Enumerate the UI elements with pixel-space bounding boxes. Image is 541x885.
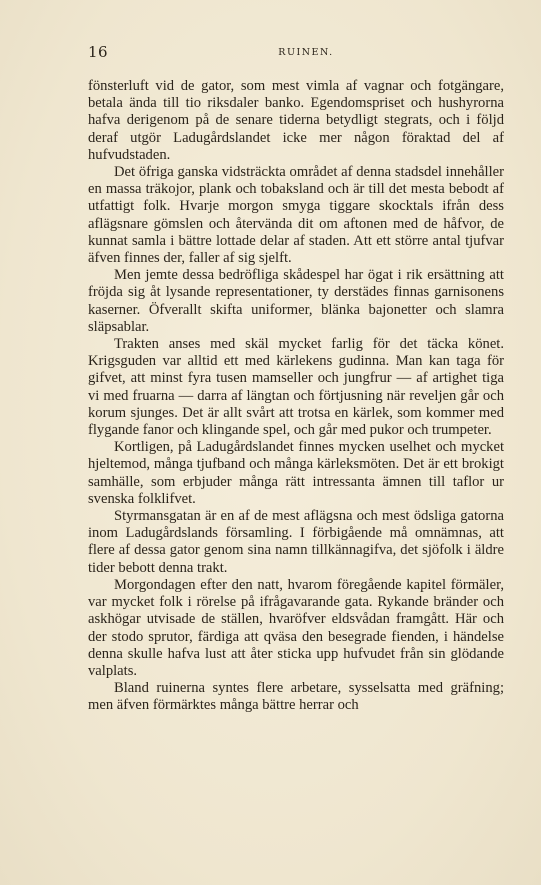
page-header bbox=[88, 43, 504, 63]
paragraph: Kortligen, på Ladugårdslandet finnes mycken uselhet och mycket hjeltemod, många tjufband och många kärleksmöten. Det är ett brokigt samhälle, som erbjuder många rätt intressanta ämnen till taflor ur svenska folklifvet. bbox=[88, 439, 504, 507]
paragraph: Det öfriga ganska vidsträckta området af denna stadsdel innehåller en massa träkojor, plank och tobaksland och är till det mesta bebodt af utfattigt folk. Hvarje morgon smyga tiggare skocktals ifrån dess aflägsnare gömslen och återvända dit om aftonen med de håfvor, de kunnat samla i bättre lottade delar af staden. Att ett större antal tjufvar äfven finnes der, faller af sig sjelft. bbox=[88, 164, 504, 267]
paragraph: fönsterluft vid de gator, som mest vimla af vagnar och fotgängare, betala ända till tio riksdaler banko. Egendomspriset och hushyrorna hafva derigenom på de senare tiderna betydligt stegrats, och i följd deraf utgör Ladugårdslandet icke mer någon föraktad del af hufvudstaden. bbox=[88, 78, 504, 163]
running-head: RUINEN. bbox=[278, 47, 334, 58]
paragraph: Styrmansgatan är en af de mest aflägsna och mest ödsliga gatorna inom Ladugårdslands församling. I förbigående må omnämnas, att flere af dessa gator genom sina namn tillkännagifva, det sjöfolk i äldre tider bebott denna trakt. bbox=[88, 508, 504, 576]
paragraph: Men jemte dessa bedröfliga skådespel har ögat i rik ersättning att fröjda sig åt lysande representationer, ty derstädes finnas garnisonens kaserner. Öfverallt skifta uniformer, blänka bajonetter och slamra släpsablar. bbox=[88, 267, 504, 335]
paragraph: Bland ruinerna syntes flere arbetare, sysselsatta med gräfning; men äfven förmärktes många bättre herrar och bbox=[88, 680, 504, 714]
paragraph: Morgondagen efter den natt, hvarom föregående kapitel förmäler, var mycket folk i rörelse på ifrågavarande gata. Rykande bränder och askhögar utvisade de ställen, hvaröfver eldsvådan framgått. Här och der stodo sprutor, färdiga att qväsa den besegrade fienden, i händelse denna skulle hafva lust att åter sticka upp hufvudet från sin glödande valplats. bbox=[88, 576, 504, 679]
page-number: 16 bbox=[88, 43, 109, 61]
paragraph: Trakten anses med skäl mycket farlig för det täcka könet. Krigsguden var alltid ett med kärlekens gudinna. Man kan taga för gifvet, att minst fyra tusen mamseller och jungfrur — af artighet tiga vi med fruarna — darra af längtan och förtjusning när reveljen går och korum sjunges. Det är allt svårt att trotsa en kärlek, som kommer med flygande fanor och klingande spel, och går med pukor och trumpeter. bbox=[88, 336, 504, 439]
body-text bbox=[88, 78, 504, 715]
